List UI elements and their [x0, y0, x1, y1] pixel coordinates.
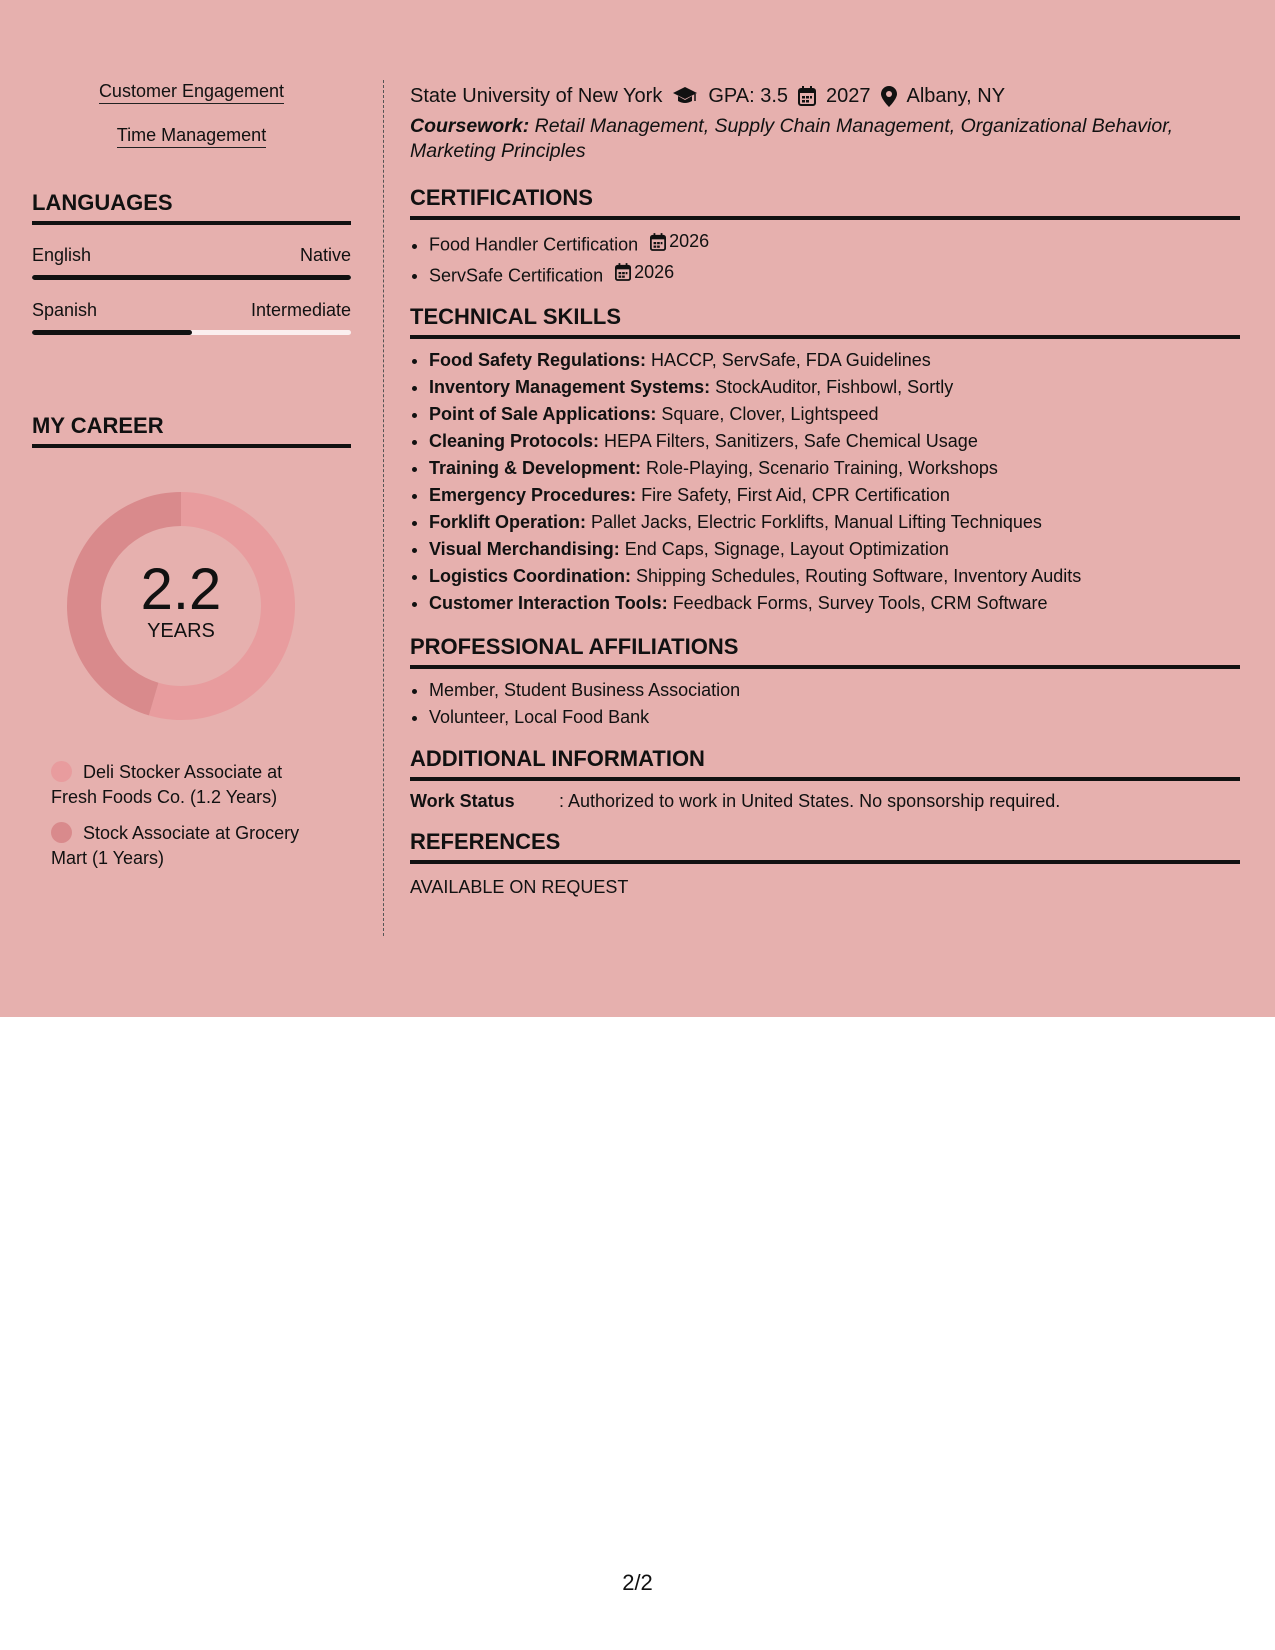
language-level: Native — [299, 245, 351, 265]
certification-year: 2026 — [669, 231, 710, 251]
skill-category: Emergency Procedures: — [429, 485, 637, 505]
skill-values: End Caps, Signage, Layout Optimization — [619, 539, 949, 559]
career-legend — [51, 760, 321, 871]
coursework — [410, 114, 1240, 164]
career-item-label: Deli Stocker Associate at Fresh Foods Co. (1.2 Years) — [51, 762, 283, 807]
coursework-list: Retail Management, Supply Chain Management, Organizational Behavior, Marketing Principles — [410, 115, 1174, 162]
references-text: AVAILABLE ON REQUEST — [410, 877, 629, 897]
technical-skill-item — [429, 509, 1240, 536]
technical-skill-item — [429, 374, 1240, 401]
legend-dot — [51, 822, 72, 843]
skill-category: Inventory Management Systems: — [429, 377, 711, 397]
skill-category: Training & Development: — [429, 458, 642, 478]
education-line — [410, 84, 1240, 108]
certification-item — [429, 228, 1240, 259]
work-status-row — [410, 790, 1240, 812]
school-name: State University of New York — [410, 85, 663, 107]
column-divider — [383, 80, 384, 936]
calendar-icon — [615, 263, 631, 281]
certifications-heading: CERTIFICATIONS — [410, 184, 1240, 220]
language-proficiency-fill — [32, 275, 351, 280]
skill-category: Cleaning Protocols: — [429, 431, 600, 451]
education-location: Albany, NY — [906, 85, 1006, 107]
career-heading: MY CAREER — [32, 412, 351, 448]
skill-category: Forklift Operation: — [429, 512, 586, 532]
technical-skill-item — [429, 455, 1240, 482]
skill-values: HEPA Filters, Sanitizers, Safe Chemical Usage — [599, 431, 978, 451]
certification-name: ServSafe Certification — [429, 265, 604, 285]
certifications-list — [410, 228, 1240, 289]
skill-category: Visual Merchandising: — [429, 539, 620, 559]
affiliations-list — [410, 677, 1240, 731]
technical-skill-item — [429, 347, 1240, 374]
skill-values: Fire Safety, First Aid, CPR Certification — [636, 485, 950, 505]
skill-values: HACCP, ServSafe, FDA Guidelines — [646, 350, 931, 370]
language-name: English — [32, 245, 92, 265]
technical-skill-item — [429, 563, 1240, 590]
language-spanish — [32, 299, 351, 335]
language-proficiency-bar — [32, 275, 351, 280]
gpa: GPA: 3.5 — [708, 85, 789, 107]
skill-values: Square, Clover, Lightspeed — [656, 404, 879, 424]
work-status-label: Work Status — [410, 791, 515, 811]
career-item — [51, 821, 321, 871]
language-level: Intermediate — [250, 300, 351, 320]
additional-info-heading: ADDITIONAL INFORMATION — [410, 745, 1240, 781]
graduation-year: 2027 — [826, 85, 871, 107]
languages-heading: LANGUAGES — [32, 189, 351, 225]
skill-tag-time-management: Time Management — [117, 124, 266, 148]
technical-skill-item — [429, 590, 1240, 617]
technical-skill-item — [429, 401, 1240, 428]
career-donut-chart — [65, 490, 297, 722]
skill-values: Feedback Forms, Survey Tools, CRM Software — [667, 593, 1048, 613]
affiliations-heading: PROFESSIONAL AFFILIATIONS — [410, 633, 1240, 669]
technical-skill-item — [429, 536, 1240, 563]
language-proficiency-fill — [32, 330, 192, 335]
technical-skill-item — [429, 428, 1240, 455]
certification-name: Food Handler Certification — [429, 234, 639, 255]
technical-skills-heading: TECHNICAL SKILLS — [410, 303, 1240, 339]
language-english — [32, 244, 351, 280]
affiliation-item: • Volunteer, Local Food Bank — [429, 704, 1240, 731]
coursework-label: Coursework: — [410, 115, 530, 137]
calendar-icon — [650, 233, 666, 251]
skill-values: Role-Playing, Scenario Training, Workshops — [641, 458, 998, 478]
left-column — [32, 80, 351, 882]
calendar-icon — [798, 86, 816, 106]
skill-tag-customer-engagement: Customer Engagement — [99, 80, 284, 104]
certification-item — [429, 259, 1240, 290]
graduation-cap-icon — [672, 86, 698, 106]
language-proficiency-bar — [32, 330, 351, 335]
references-heading: REFERENCES — [410, 828, 1240, 864]
career-item — [51, 760, 321, 810]
career-item-label: Stock Associate at Grocery Mart (1 Years) — [51, 823, 300, 868]
certification-year: 2026 — [634, 261, 675, 282]
technical-skill-item — [429, 482, 1240, 509]
skill-values: Shipping Schedules, Routing Software, Inventory Audits — [631, 566, 1082, 586]
technical-skills-list — [410, 347, 1240, 617]
work-status-value: : Authorized to work in United States. No sponsorship required. — [559, 791, 1061, 811]
skill-values: Pallet Jacks, Electric Forklifts, Manual Lifting Techniques — [586, 512, 1042, 532]
skill-category: Point of Sale Applications: — [429, 404, 657, 424]
skill-category: Logistics Coordination: — [429, 566, 631, 586]
affiliation-item: • Member, Student Business Association — [429, 677, 1240, 704]
skill-values: StockAuditor, Fishbowl, Sortly — [710, 377, 954, 397]
skill-category: Customer Interaction Tools: — [429, 593, 668, 613]
right-column — [410, 84, 1240, 898]
language-name: Spanish — [32, 300, 98, 320]
legend-dot — [51, 761, 72, 782]
skill-category: Food Safety Regulations: — [429, 350, 647, 370]
career-total-unit: YEARS — [147, 620, 215, 642]
location-pin-icon — [881, 86, 897, 107]
career-total-value: 2.2 — [140, 557, 222, 622]
page-number: 2/2 — [622, 1570, 653, 1595]
